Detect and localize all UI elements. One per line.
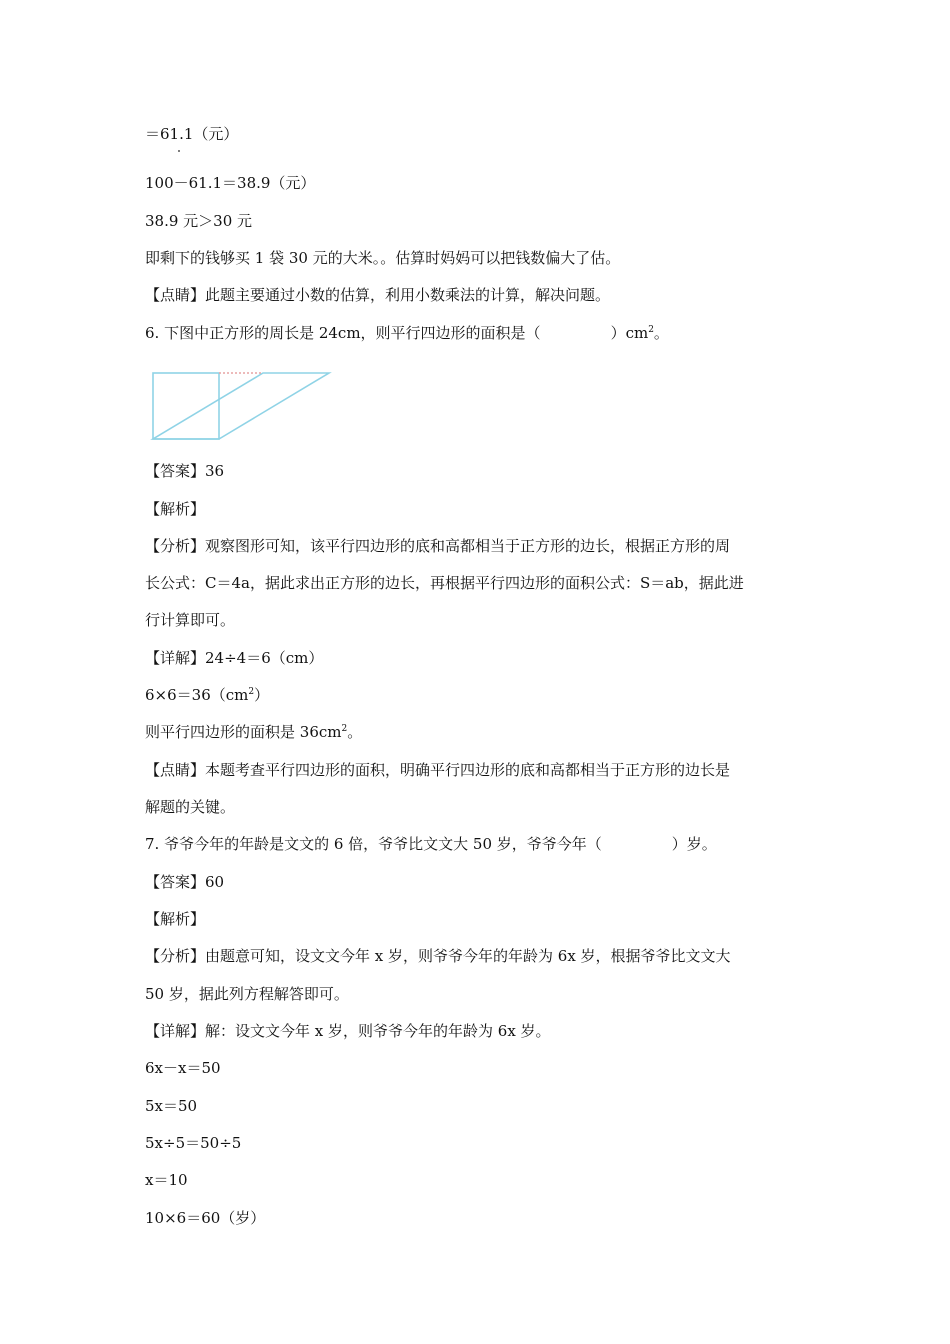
parallelogram-outline <box>153 373 329 439</box>
result-text: 则平行四边形的面积是 36cm <box>145 723 342 741</box>
calc-line-2: 100－61.1＝38.9（元） <box>145 174 316 192</box>
calc-text: 6×6＝36（cm <box>145 686 249 704</box>
detail-6-line-1 <box>145 647 323 669</box>
tip-label: 【点睛】 <box>145 761 206 779</box>
equation-1: 6x－x＝50 <box>145 1059 221 1077</box>
calc-line-1: ＝61.1（元） <box>145 125 239 143</box>
equation-2: 5x＝50 <box>145 1097 198 1115</box>
question-6-end: 。 <box>653 324 669 342</box>
equation-4: x＝10 <box>145 1171 188 1189</box>
square-parallelogram-figure <box>150 370 332 442</box>
question-7-text: 7. 爷爷今年的年龄是文文的 6 倍，爷爷比文文大 50 岁，爷爷今年（ <box>145 835 602 853</box>
analysis-label: 【分析】 <box>145 947 206 965</box>
answer-6 <box>145 460 224 482</box>
detail-label: 【详解】 <box>145 649 206 667</box>
detail-7-line-1 <box>145 1020 551 1042</box>
question-7 <box>145 833 717 855</box>
analysis-7-line-2: 50 岁，据此列方程解答即可。 <box>145 985 349 1003</box>
analysis-6-line-1 <box>145 535 730 557</box>
calc-superscript: 2 <box>248 687 255 697</box>
compare-line: 38.9 元＞30 元 <box>145 212 253 230</box>
question-6-text: 6. 下图中正方形的周长是 24cm，则平行四边形的面积是（ <box>145 324 541 342</box>
question-6-unit: ）cm <box>610 324 649 342</box>
result-superscript: 2 <box>341 724 348 734</box>
analysis-heading-6: 【解析】 <box>145 500 206 518</box>
tip-6-line-2: 解题的关键。 <box>145 798 236 816</box>
question-7-end: ）岁。 <box>671 835 717 853</box>
analysis-6-line-2: 长公式：C＝4a，据此求出正方形的边长，再根据平行四边形的面积公式：S＝ab，据此进 <box>145 574 744 592</box>
result-end: 。 <box>347 723 363 741</box>
answer-6-value: 36 <box>205 462 225 480</box>
answer-7-label: 【答案】 <box>145 873 206 891</box>
conclusion-line: 即剩下的钱够买 1 袋 30 元的大米。。估算时妈妈可以把钱数偏大了估。 <box>145 249 621 267</box>
analysis-7-line-1 <box>145 945 731 967</box>
question-6 <box>145 322 669 344</box>
answer-6-label: 【答案】 <box>145 462 206 480</box>
analysis-heading-7: 【解析】 <box>145 910 206 928</box>
detail-6-line-3 <box>145 721 362 743</box>
analysis-text: 观察图形可知，该平行四边形的底和高都相当于正方形的边长，根据正方形的周 <box>205 537 731 555</box>
question-6-superscript: 2 <box>648 325 654 335</box>
calc-close: ） <box>254 686 270 704</box>
answer-7 <box>145 871 224 893</box>
detail-6-line-2 <box>145 684 269 706</box>
tip-text: 此题主要通过小数的估算，利用小数乘法的计算，解决问题。 <box>205 286 611 304</box>
tip-label: 【点睛】 <box>145 286 206 304</box>
detail-text: 24÷4＝6（cm） <box>205 649 324 667</box>
stray-dot <box>178 150 180 152</box>
detail-label: 【详解】 <box>145 1022 206 1040</box>
tip-text: 本题考查平行四边形的面积，明确平行四边形的底和高都相当于正方形的边长是 <box>205 761 731 779</box>
analysis-text: 由题意可知，设文文今年 x 岁，则爷爷今年的年龄为 6x 岁，根据爷爷比文文大 <box>205 947 731 965</box>
detail-text: 解：设文文今年 x 岁，则爷爷今年的年龄为 6x 岁。 <box>205 1022 551 1040</box>
equation-5: 10×6＝60（岁） <box>145 1209 266 1227</box>
analysis-6-line-3: 行计算即可。 <box>145 611 236 629</box>
tip-line-5 <box>145 284 610 306</box>
equation-3: 5x÷5＝50÷5 <box>145 1134 242 1152</box>
answer-7-value: 60 <box>205 873 225 891</box>
analysis-label: 【分析】 <box>145 537 206 555</box>
tip-6-line-1 <box>145 759 730 781</box>
